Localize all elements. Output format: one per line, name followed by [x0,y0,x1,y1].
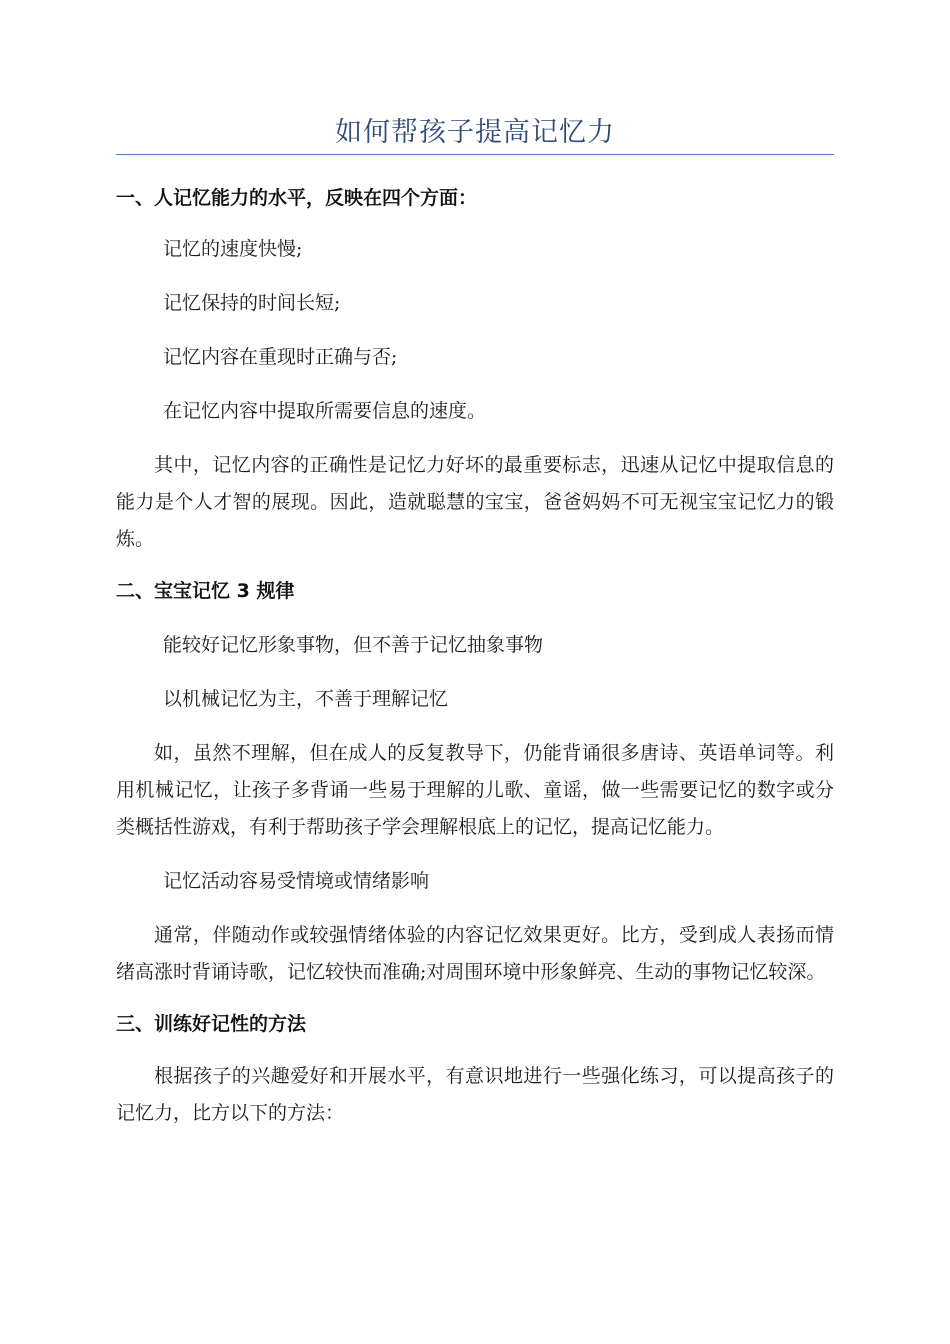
paragraph: 记忆的速度快慢; [163,238,303,260]
paragraph: 记忆活动容易受情境或情绪影响 [163,870,430,892]
section-heading-3: 三、训练好记性的方法 [116,1013,307,1035]
section-heading-1: 一、人记忆能力的水平，反映在四个方面： [116,187,478,209]
paragraph: 记忆保持的时间长短; [163,292,341,314]
paragraph: 通常，伴随动作或较强情绪体验的内容记忆效果更好。比方，受到成人表扬而情绪高涨时背诵诗歌，记忆较快而准确;对周围环境中形象鲜亮、生动的事物记忆较深。 [116,924,834,983]
document-title: 如何帮孩子提高记忆力 [335,117,615,148]
paragraph: 以机械记忆为主，不善于理解记忆 [163,688,449,710]
paragraph: 记忆内容在重现时正确与否; [163,346,398,368]
paragraph: 在记忆内容中提取所需要信息的速度。 [163,400,487,422]
paragraph: 能较好记忆形象事物，但不善于记忆抽象事物 [163,634,544,656]
section-heading-2: 二、宝宝记忆 3 规律 [116,580,295,602]
document-page [116,0,834,1132]
paragraph: 如，虽然不理解，但在成人的反复教导下，仍能背诵很多唐诗、英语单词等。利用机械记忆，让孩子多背诵一些易于理解的儿歌、童谣，做一些需要记忆的数字或分类概括性游戏，有利于帮助孩子学会理解根底上的记忆，提高记忆能力。 [116,742,834,838]
title-underline [116,154,834,155]
paragraph: 其中，记忆内容的正确性是记忆力好坏的最重要标志，迅速从记忆中提取信息的能力是个人才智的展现。因此，造就聪慧的宝宝，爸爸妈妈不可无视宝宝记忆力的锻炼。 [116,454,834,550]
paragraph: 根据孩子的兴趣爱好和开展水平，有意识地进行一些强化练习，可以提高孩子的记忆力，比方以下的方法： [116,1065,834,1124]
